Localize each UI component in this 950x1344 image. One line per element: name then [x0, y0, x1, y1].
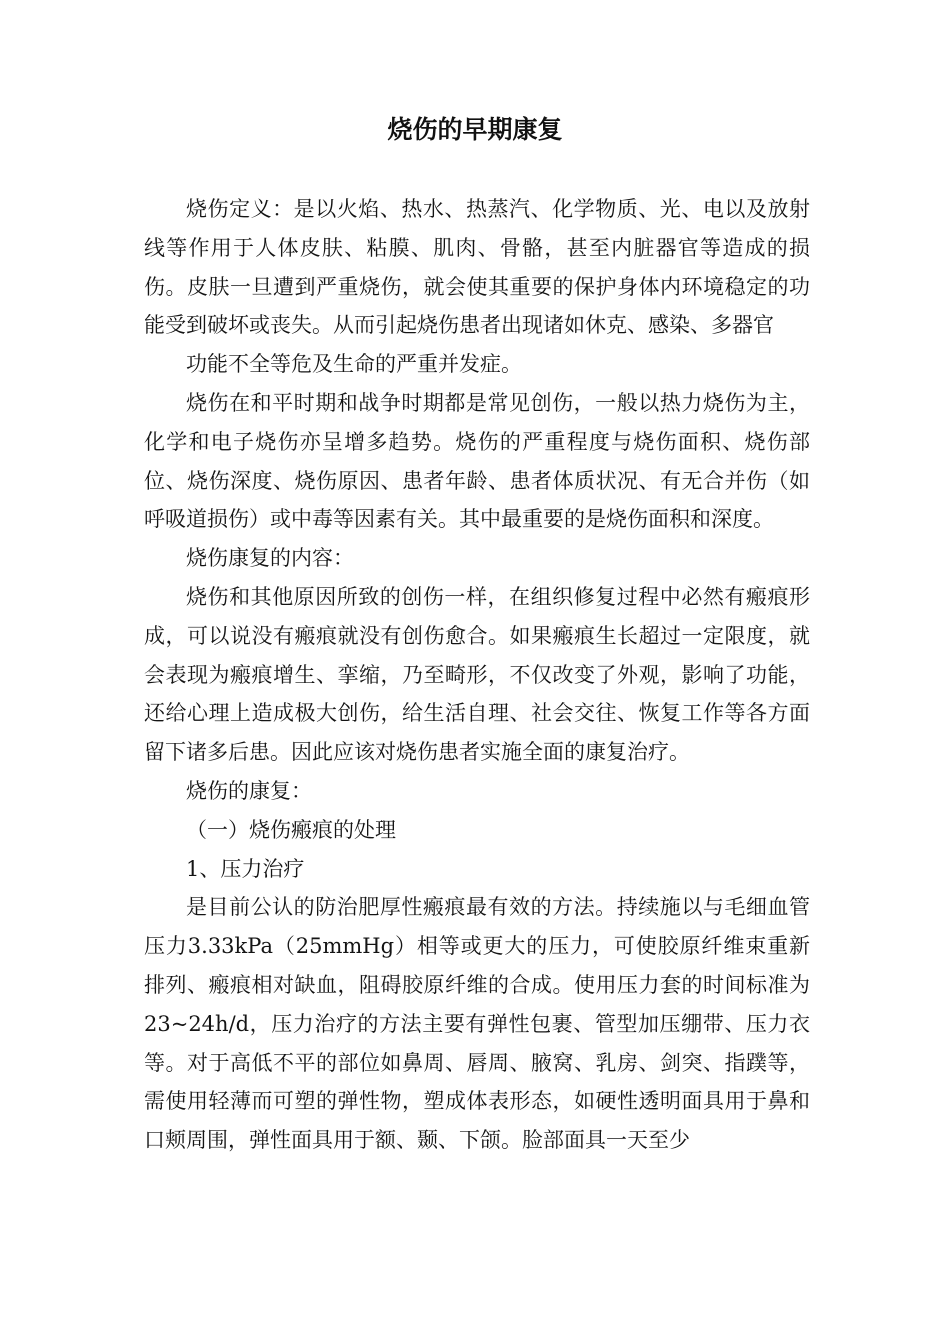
- paragraph-complications: 功能不全等危及生命的严重并发症。: [186, 352, 522, 377]
- paragraph-rehab-content-heading: 烧伤康复的内容：: [186, 546, 354, 571]
- subsection-heading-pressure-therapy: 1、压力治疗: [186, 856, 305, 881]
- paragraph-burn-definition: 烧伤定义：是以火焰、热水、热蒸汽、化学物质、光、电以及放射线等作用于人体皮肤、粘膜、肌肉、骨骼，甚至内脏器官等造成的损伤。皮肤一旦遭到严重烧伤，就会使其重要的保护身体内环境稳定的功能受到破坏或丧失。从而引起烧伤患者出现诸如休克、感染、多器官: [144, 197, 810, 338]
- document-title: 烧伤的早期康复: [387, 115, 563, 144]
- section-heading-scar-treatment: （一）烧伤瘢痕的处理: [186, 817, 396, 842]
- paragraph-burn-severity: 烧伤在和平时期和战争时期都是常见创伤，一般以热力烧伤为主，化学和电子烧伤亦呈增多趋势。烧伤的严重程度与烧伤面积、烧伤部位、烧伤深度、烧伤原因、患者年龄、患者体质状况、有无合并伤（如呼吸道损伤）或中毒等因素有关。其中最重要的是烧伤面积和深度。: [144, 390, 810, 532]
- document-body: [144, 190, 810, 1160]
- paragraph-rehab-heading: 烧伤的康复：: [186, 778, 312, 803]
- paragraph-scar-formation: 烧伤和其他原因所致的创伤一样，在组织修复过程中必然有瘢痕形成，可以说没有瘢痕就没有创伤愈合。如果瘢痕生长超过一定限度，就会表现为瘢痕增生、挛缩，乃至畸形，不仅改变了外观，影响了功能，还给心理上造成极大创伤，给生活自理、社会交往、恢复工作等各方面留下诸多后患。因此应该对烧伤患者实施全面的康复治疗。: [144, 584, 810, 765]
- paragraph-pressure-therapy: 是目前公认的防治肥厚性瘢痕最有效的方法。持续施以与毛细血管压力3.33kPa（25mmHg）相等或更大的压力，可使胶原纤维束重新排列、瘢痕相对缺血，阻碍胶原纤维的合成。使用压力套的时间标准为 23~24h/d，压力治疗的方法主要有弹性包裹、管型加压绷带、压力衣等。对于高低不平的部位如鼻周、唇周、腋窝、乳房、剑突、指蹼等，需使用轻薄而可塑的弹性物，塑成体表形态，如硬性透明面具用于鼻和口颊周围，弹性面具用于额、颞、下颌。脸部面具一天至少: [144, 895, 810, 1153]
